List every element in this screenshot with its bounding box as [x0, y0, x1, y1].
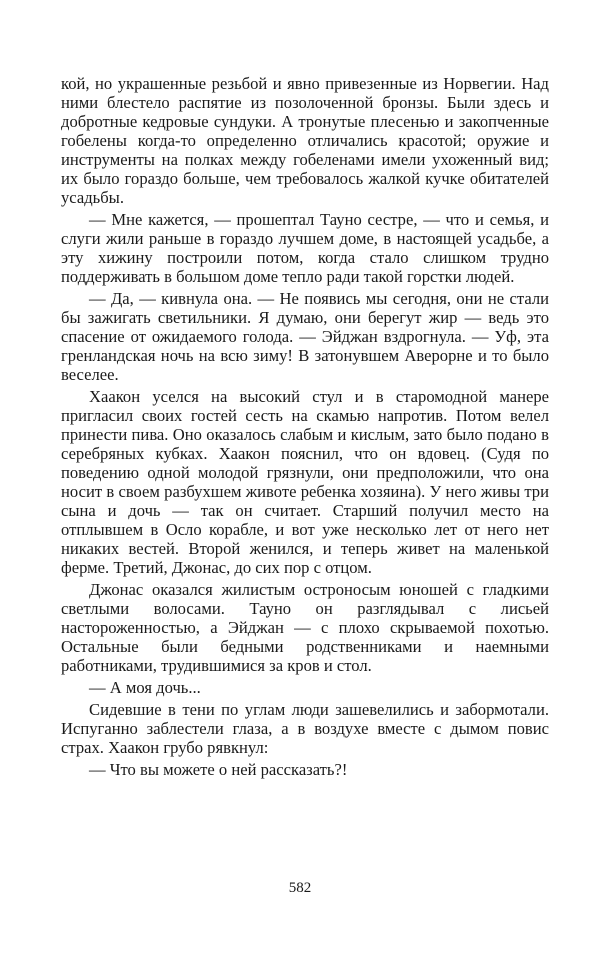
book-page — [61, 74, 549, 782]
paragraph-1: кой, но украшенные резьбой и явно привезенные из Норвегии. Над ними блестело распятие из позолоченной бронзы. Были здесь и добротные кедровые сундуки. А тронутые плесенью и закопченные гобелены когда-то определенно отличались красотой; оружие и инструменты на полках между гобеленами имели ухоженный вид; их было гораздо больше, чем требовалось жалкой кучке обитателей усадьбы. — [61, 74, 549, 207]
page-number: 582 — [288, 880, 312, 896]
paragraph-6: — А моя дочь... — [89, 678, 201, 697]
paragraph-3: — Да, — кивнула она. — Не появись мы сегодня, они не стали бы зажигать светильники. Я думаю, они берегут жир — ведь это спасение от ожидаемого голода. — Эйджан вздрогнула. — Уф, эта гренландская ночь на всю зиму! В затонувшем Аверорне и то было веселее. — [61, 289, 549, 384]
paragraph-8: — Что вы можете о ней рассказать?! — [89, 760, 348, 779]
paragraph-4: Хаакон уселся на высокий стул и в старомодной манере пригласил своих гостей сесть на скамью напротив. Потом велел принести пива. Оно оказалось слабым и кислым, зато было подано в серебряных кубках. Хаакон пояснил, что он вдовец. (Судя по поведению одной молодой грязнули, они предположили, что она носит в своем разбухшем животе ребенка хозяина). У него живы три сына и дочь — так он считает. Старший получил место на отплывшем в Осло корабле, и вот уже несколько лет от него нет никаких вестей. Второй женился, и теперь живет на маленькой ферме. Третий, Джонас, до сих пор с отцом. — [61, 387, 549, 577]
paragraph-5: Джонас оказался жилистым остроносым юношей с гладкими светлыми волосами. Тауно он разглядывал с лисьей настороженностью, а Эйджан — с плохо скрываемой похотью. Остальные были бедными родственниками и наемными работниками, трудившимися за кров и стол. — [61, 580, 549, 675]
paragraph-7: Сидевшие в тени по углам люди зашевелились и забормотали. Испуганно заблестели глаза, а в воздухе вместе с дымом повис страх. Хаакон грубо рявкнул: — [61, 700, 549, 757]
paragraph-2: — Мне кажется, — прошептал Тауно сестре, — что и семья, и слуги жили раньше в гораздо лучшем доме, в настоящей усадьбе, а эту хижину построили потом, когда стало слишком трудно поддерживать в большом доме тепло ради такой горстки людей. — [61, 210, 549, 286]
